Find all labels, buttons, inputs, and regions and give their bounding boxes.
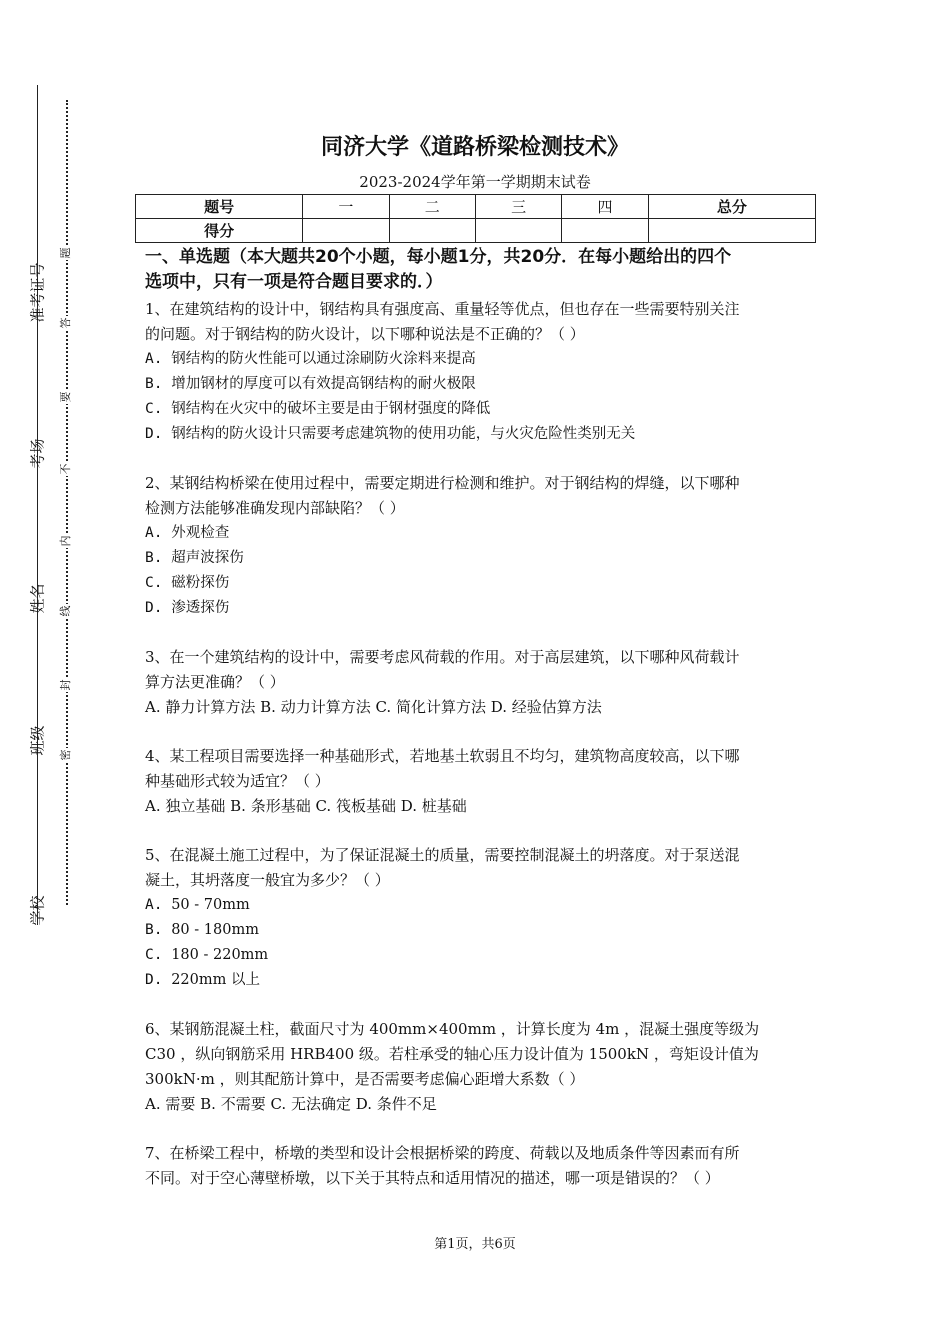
option: [145, 546, 810, 571]
question-stem-line: 7、在桥梁工程中，桥墩的类型和设计会根据桥梁的跨度、荷载以及地质条件等因素而有所: [145, 1144, 740, 1162]
question-stem-line: 检测方法能够准确发现内部缺陷？（ ）: [145, 499, 405, 517]
option-key: D.: [145, 426, 163, 442]
seal-char: 密: [59, 749, 72, 761]
option-key: C.: [145, 947, 163, 963]
question-3: [145, 645, 810, 720]
score-input-cell[interactable]: [475, 219, 561, 243]
table-cell: 四: [562, 195, 648, 219]
question-stem-line: 4、某工程项目需要选择一种基础形式，若地基土软弱且不均匀，建筑物高度较高，以下哪: [145, 747, 740, 765]
question-stem-line: 6、某钢筋混凝土柱，截面尺寸为 400mm×400mm ，计算长度为 4m ，混凝土强度等级为: [145, 1020, 760, 1038]
question-stem-line: 3、在一个建筑结构的设计中，需要考虑风荷载的作用。对于高层建筑，以下哪种风荷载计: [145, 648, 740, 666]
label-school: 学校: [28, 895, 47, 926]
question-7: [145, 1141, 810, 1191]
question-stem-line: 算方法更准确？（ ）: [145, 673, 285, 691]
binding-margin: [0, 0, 90, 1344]
option-text: 外观检查: [171, 525, 230, 541]
score-input-cell[interactable]: [648, 219, 815, 243]
section-heading-line: 一、单选题（本大题共20个小题，每小题1分，共20分．在每小题给出的四个: [145, 247, 732, 267]
table-cell: 得分: [136, 219, 303, 243]
option-key: B.: [145, 376, 163, 392]
option-text: 增加钢材的厚度可以有效提高钢结构的耐火极限: [171, 376, 476, 392]
seal-char: 封: [59, 679, 72, 691]
option: [145, 968, 810, 993]
question-stem-line: 凝土，其坍落度一般宜为多少？（ ）: [145, 871, 390, 889]
exam-content: [145, 245, 810, 1191]
option-text: 80 - 180mm: [171, 922, 259, 938]
section-heading-line: 选项中，只有一项是符合题目要求的．）: [145, 272, 443, 292]
table-cell: 一: [303, 195, 389, 219]
section-heading: [145, 245, 810, 295]
score-input-cell[interactable]: [562, 219, 648, 243]
option: [145, 918, 810, 943]
option-key: C.: [145, 575, 163, 591]
label-exam-room: 考场: [28, 438, 47, 469]
option: [145, 571, 810, 596]
option-text: 磁粉探伤: [171, 575, 230, 591]
seal-char: 内: [59, 535, 72, 547]
option-text: 渗透探伤: [171, 600, 230, 616]
binding-solid-line: [37, 85, 38, 925]
table-cell: 二: [389, 195, 475, 219]
table-cell: 总分: [648, 195, 815, 219]
seal-char: 题: [59, 247, 72, 259]
option: [145, 943, 810, 968]
option: [145, 372, 810, 397]
option: [145, 893, 810, 918]
seal-char: 不: [59, 463, 72, 475]
seal-char: 线: [59, 605, 72, 617]
question-6: [145, 1017, 810, 1117]
question-1: [145, 297, 810, 447]
option-key: A.: [145, 897, 163, 913]
binding-dotted-line: [66, 100, 68, 905]
question-stem-line: 300kN·m ，则其配筋计算中，是否需要考虑偏心距增大系数（ ）: [145, 1070, 585, 1088]
option: [145, 521, 810, 546]
table-row: [136, 219, 816, 243]
question-5: [145, 843, 810, 993]
question-stem-line: 的问题。对于钢结构的防火设计，以下哪种说法是不正确的？（ ）: [145, 325, 585, 343]
score-table: [135, 194, 816, 243]
option-key: C.: [145, 401, 163, 417]
inline-options: A. 需要 B. 不需要 C. 无法确定 D. 条件不足: [145, 1095, 437, 1113]
option-text: 超声波探伤: [171, 550, 244, 566]
score-input-cell[interactable]: [389, 219, 475, 243]
option-key: A.: [145, 351, 163, 367]
page-title: 同济大学《道路桥梁检测技术》: [320, 135, 629, 160]
question-stem-line: C30 ，纵向钢筋采用 HRB400 级。若柱承受的轴心压力设计值为 1500kN ，弯矩设计值为: [145, 1045, 759, 1063]
option-text: 180 - 220mm: [171, 947, 269, 963]
label-class: 班级: [28, 725, 47, 756]
option-text: 50 - 70mm: [171, 897, 250, 913]
option: [145, 347, 810, 372]
question-4: [145, 744, 810, 819]
option-text: 220mm 以上: [171, 972, 260, 988]
option-key: B.: [145, 550, 163, 566]
seal-char: 答: [59, 317, 72, 329]
question-stem-line: 不同。对于空心薄壁桥墩，以下关于其特点和适用情况的描述，哪一项是错误的？（ ）: [145, 1169, 720, 1187]
option-text: 钢结构在火灾中的破坏主要是由于钢材强度的降低: [171, 401, 491, 417]
inline-options: A. 独立基础 B. 条形基础 C. 筏板基础 D. 桩基础: [145, 797, 467, 815]
table-cell: 题号: [136, 195, 303, 219]
option-text: 钢结构的防火性能可以通过涂刷防火涂料来提高: [171, 351, 476, 367]
page-footer: 第1页，共6页: [434, 1237, 516, 1252]
question-2: [145, 471, 810, 621]
question-stem-line: 5、在混凝土施工过程中，为了保证混凝土的质量，需要控制混凝土的坍落度。对于泵送混: [145, 846, 740, 864]
table-row: [136, 195, 816, 219]
page-subtitle: 2023-2024学年第一学期期末试卷: [359, 173, 591, 191]
option-text: 钢结构的防火设计只需要考虑建筑物的使用功能，与火灾危险性类别无关: [171, 426, 636, 442]
question-stem-line: 2、某钢结构桥梁在使用过程中，需要定期进行检测和维护。对于钢结构的焊缝，以下哪种: [145, 474, 740, 492]
option-key: A.: [145, 525, 163, 541]
question-stem-line: 1、在建筑结构的设计中，钢结构具有强度高、重量轻等优点，但也存在一些需要特别关注: [145, 300, 740, 318]
seal-char: 要: [59, 391, 72, 403]
inline-options: A. 静力计算方法 B. 动力计算方法 C. 简化计算方法 D. 经验估算方法: [145, 698, 602, 716]
option-key: B.: [145, 922, 163, 938]
label-name: 姓名: [28, 583, 47, 614]
option: [145, 397, 810, 422]
score-input-cell[interactable]: [303, 219, 389, 243]
option-key: D.: [145, 972, 163, 988]
question-stem-line: 种基础形式较为适宜？（ ）: [145, 772, 330, 790]
option: [145, 596, 810, 621]
option: [145, 422, 810, 447]
option-key: D.: [145, 600, 163, 616]
label-exam-number: 准考证号: [28, 262, 47, 323]
table-cell: 三: [475, 195, 561, 219]
